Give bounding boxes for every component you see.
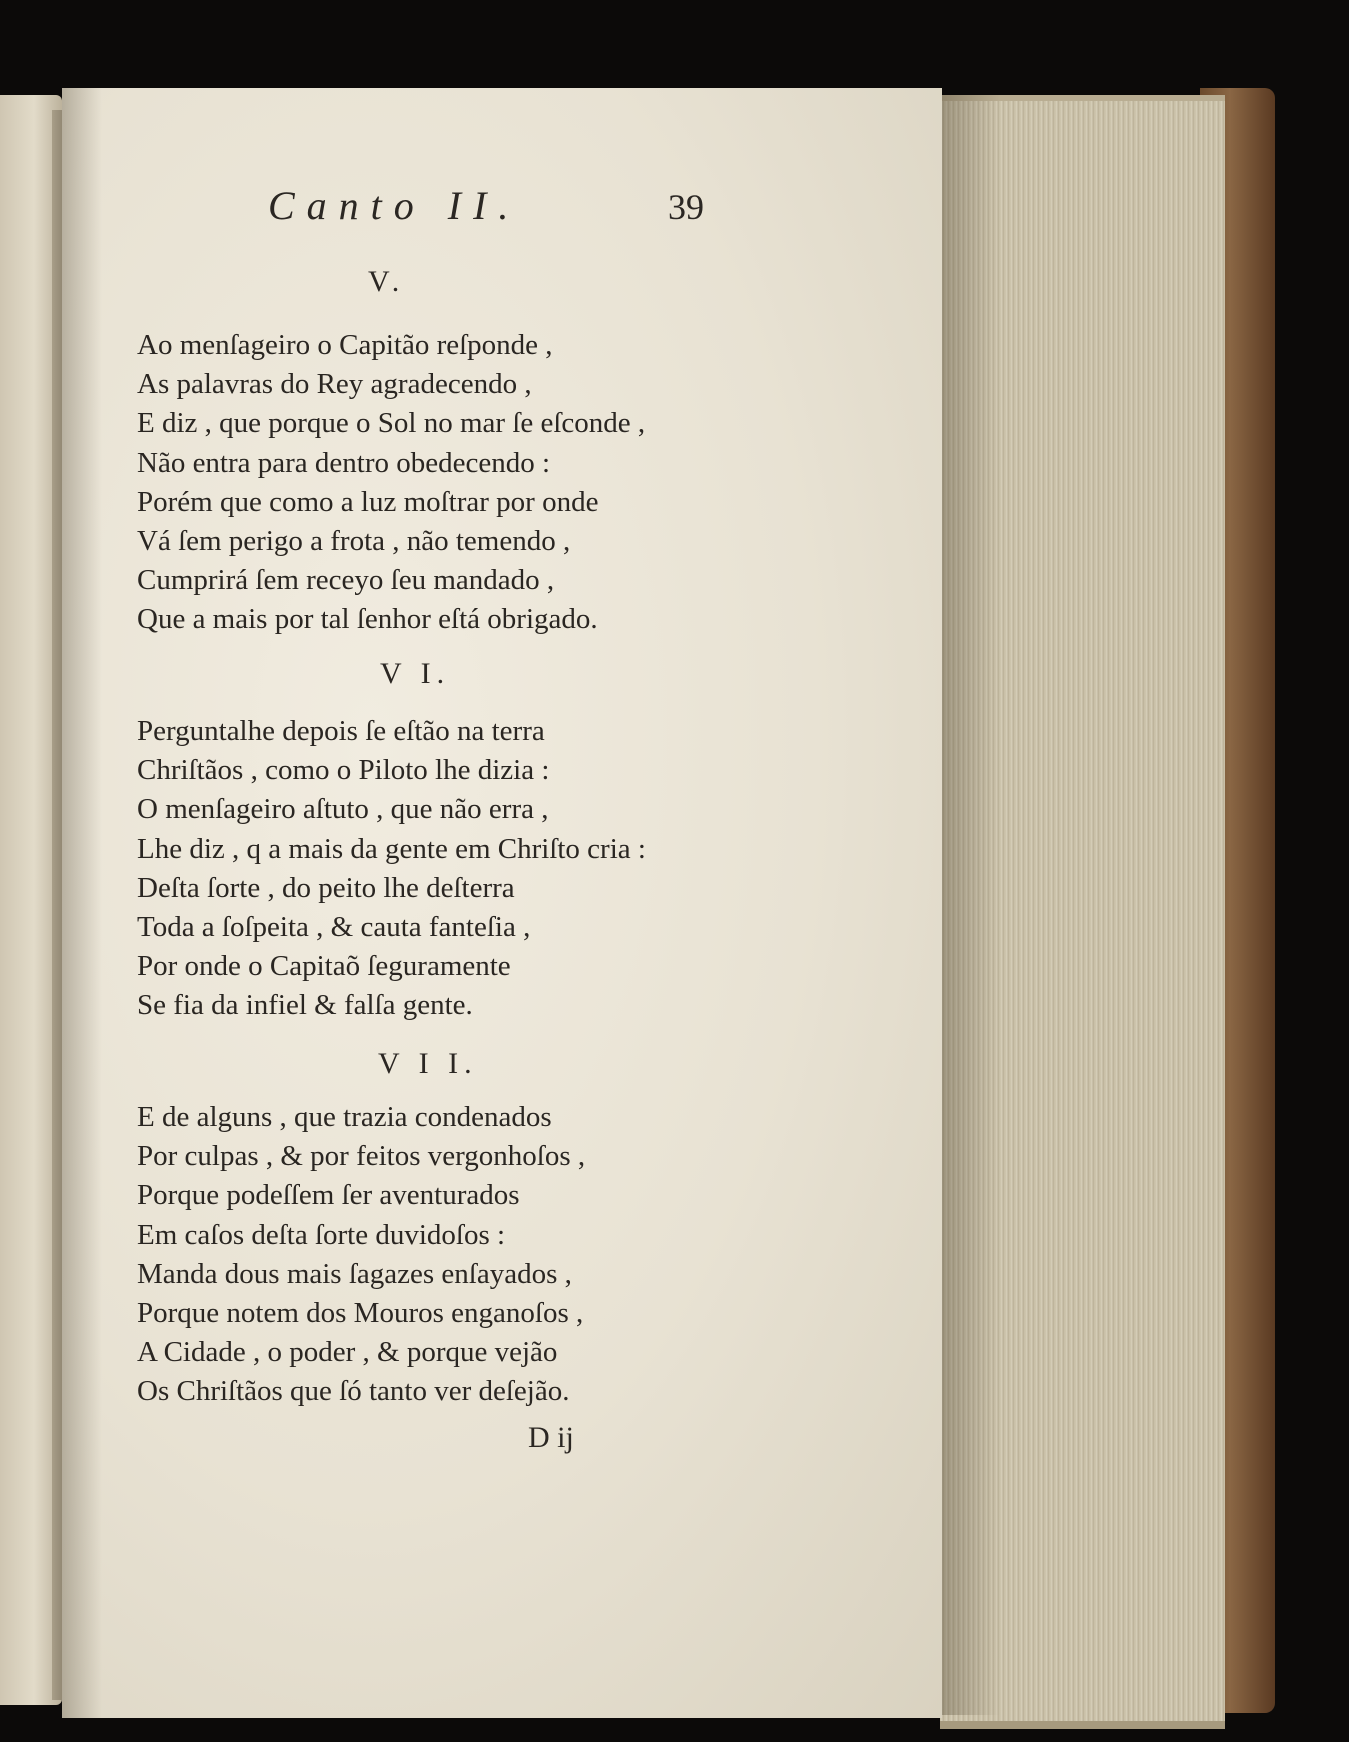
signature-mark: D ij [528,1421,574,1454]
page-edges-shadow [940,95,1000,1715]
verse-line: Porque notem dos Mouros enganoſos , [137,1296,584,1329]
verse-line: Vá ſem perigo a frota , não temendo , [137,524,571,557]
verse-line: Por culpas , & por feitos vergonhoſos , [137,1140,586,1173]
stanza-v [137,326,645,640]
verse-line: Porém que como a luz moſtrar por onde [137,485,599,518]
verse-line: Cumprirá ſem receyo ſeu mandado , [137,564,555,597]
verse-line: As palavras do Rey agradecendo , [137,368,532,401]
verse-line: E de alguns , que trazia condenados [137,1101,552,1133]
stanza-number: V I I. [378,1047,478,1080]
verse-line: Chriſtãos , como o Piloto lhe dizia : [137,754,550,787]
verse-line: Porque podeſſem ſer aventurados [137,1179,520,1212]
verse-line: Lhe diz , q a mais da gente em Chriſto cria : [137,832,646,865]
verse-line: Por onde o Capitaõ ſeguramente [137,950,511,983]
verse-line: Perguntalhe depois ſe eſtão na terra [137,715,545,747]
verse-line: A Cidade , o poder , & porque vejão [137,1336,558,1369]
running-head: Canto II. [268,183,521,228]
verse-line: Em caſos deſta ſorte duvidoſos : [137,1218,506,1251]
verse-line: Manda dous mais ſagazes enſayados , [137,1257,572,1290]
page-gutter-shadow [62,88,102,1718]
stanza-vii [137,1098,585,1412]
verse-line: Toda a ſoſpeita , & cauta fanteſia , [137,910,531,943]
stanza-vi [137,712,646,1026]
page-number: 39 [668,187,704,227]
verse-line: Não entra para dentro obedecendo : [137,446,551,479]
verse-line: E diz , que porque o Sol no mar ſe eſconde , [137,407,646,440]
verse-line: Ao menſageiro o Capitão reſponde , [137,329,553,361]
verse-line: Se fia da infiel & falſa gente. [137,989,473,1022]
stanza-number: V. [368,265,406,298]
verse-line: Deſta ſorte , do peito lhe deſterra [137,871,515,904]
verse-line: Os Chriſtãos que ſó tanto ver deſejão. [137,1375,570,1408]
verse-line: Que a mais por tal ſenhor eſtá obrigado. [137,603,598,636]
verse-line: O menſageiro aſtuto , que não erra , [137,793,549,826]
stanza-number: V I. [380,657,451,690]
